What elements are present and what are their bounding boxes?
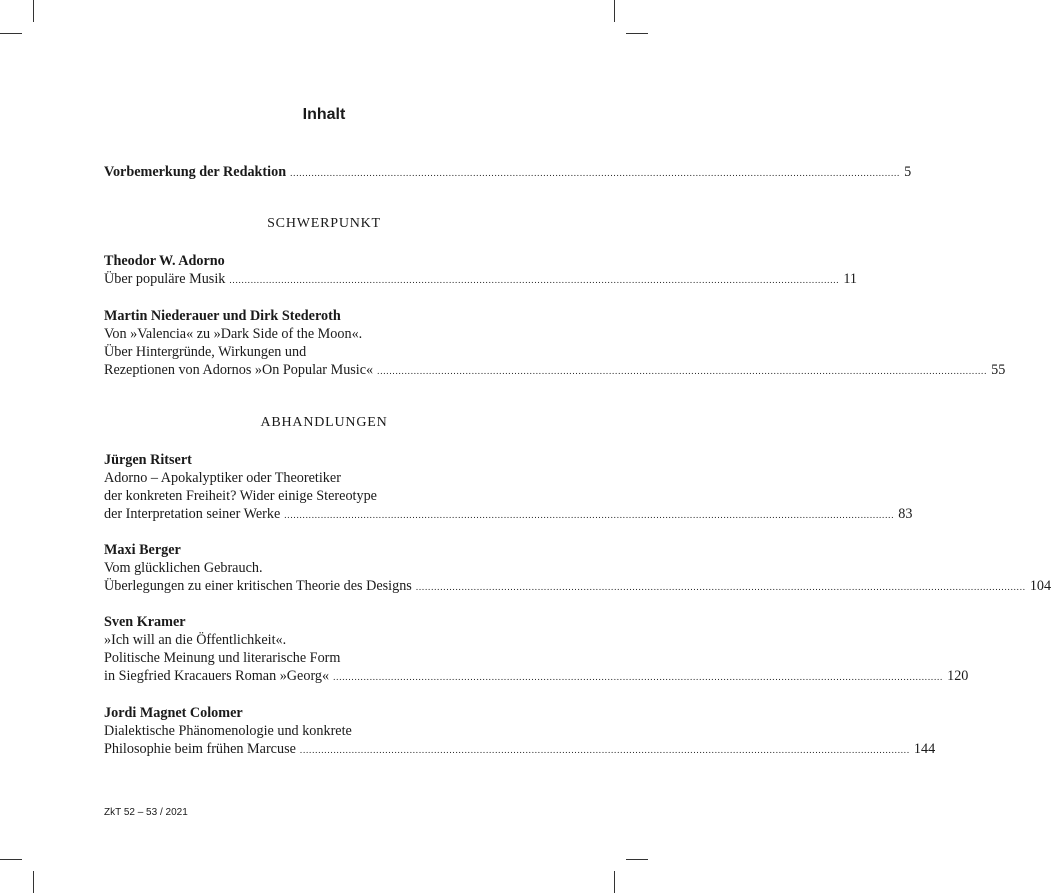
page-number: 5 <box>904 164 912 180</box>
dot-leader: ........................................................................................................................................................................................................ <box>229 275 840 285</box>
crop-mark <box>614 871 615 893</box>
entry-title-line: Politische Meinung und literarische Form <box>104 650 341 666</box>
entry-author: Jordi Magnet Colomer <box>104 705 243 721</box>
toc-entry[interactable] <box>104 307 1006 379</box>
section-heading-abhandlungen: ABHANDLUNGEN <box>260 415 388 430</box>
entry-title-line: Über populäre Musik <box>104 271 226 287</box>
dot-leader: ........................................................................................................................................................................................................ <box>415 582 1026 592</box>
crop-mark <box>33 871 34 893</box>
page-number: 55 <box>991 362 1006 378</box>
crop-mark <box>0 859 22 860</box>
page-number: 144 <box>913 741 936 757</box>
dot-leader: ........................................................................................................................................................................................................ <box>299 745 910 755</box>
journal-footer: ZkT 52 – 53 / 2021 <box>104 807 188 818</box>
toc-entry[interactable] <box>104 541 1051 595</box>
dot-leader: ........................................................................................................................................................................................................ <box>333 672 944 682</box>
toc-entry[interactable] <box>104 252 858 288</box>
entry-author: Sven Kramer <box>104 614 186 630</box>
entry-title-line: Dialektische Phänomenologie und konkrete <box>104 723 352 739</box>
section-heading-schwerpunkt: SCHWERPUNKT <box>267 216 381 231</box>
dot-leader: ........................................................................................................................................................................................................ <box>284 510 895 520</box>
page-number: 120 <box>947 668 969 684</box>
entry-author: Maxi Berger <box>104 542 181 558</box>
entry-title-line: Über Hintergründe, Wirkungen und <box>104 344 307 360</box>
entry-title-line: der konkreten Freiheit? Wider einige Stereotype <box>104 488 377 504</box>
page-number: 104 <box>1029 578 1051 594</box>
entry-author: Jürgen Ritsert <box>104 452 192 468</box>
entry-title-line: der Interpretation seiner Werke <box>104 506 281 522</box>
crop-mark <box>0 33 22 34</box>
entry-title-line: »Ich will an die Öffentlichkeit«. <box>104 632 287 648</box>
page-number: 11 <box>843 271 858 287</box>
toc-entry[interactable] <box>104 451 913 523</box>
entry-title-line: Überlegungen zu einer kritischen Theorie des Designs <box>104 578 412 594</box>
entry-title-line: Philosophie beim frühen Marcuse <box>104 741 296 757</box>
entry-author: Martin Niederauer und Dirk Stederoth <box>104 308 341 324</box>
entry-title-line: Rezeptionen von Adornos »On Popular Music« <box>104 362 374 378</box>
entry-title-line: Adorno – Apokalyptiker oder Theoretiker <box>104 470 341 486</box>
page-title: Inhalt <box>302 106 346 123</box>
dot-leader: ........................................................................................................................................................................................................ <box>290 168 901 178</box>
toc-entry[interactable] <box>104 704 936 758</box>
crop-mark <box>614 0 615 22</box>
entry-title-line: Vom glücklichen Gebrauch. <box>104 560 263 576</box>
entry-title-line: in Siegfried Kracauers Roman »Georg« <box>104 668 330 684</box>
crop-mark <box>33 0 34 22</box>
crop-mark <box>626 859 648 860</box>
entry-title-line: Von »Valencia« zu »Dark Side of the Moon«. <box>104 326 363 342</box>
dot-leader: ........................................................................................................................................................................................................ <box>377 366 988 376</box>
crop-mark <box>626 33 648 34</box>
entry-author: Theodor W. Adorno <box>104 253 225 269</box>
toc-entry-preface[interactable] <box>104 163 912 181</box>
page-number: 83 <box>898 506 913 522</box>
toc-entry[interactable] <box>104 613 969 685</box>
entry-title: Vorbemerkung der Redaktion <box>104 164 287 180</box>
